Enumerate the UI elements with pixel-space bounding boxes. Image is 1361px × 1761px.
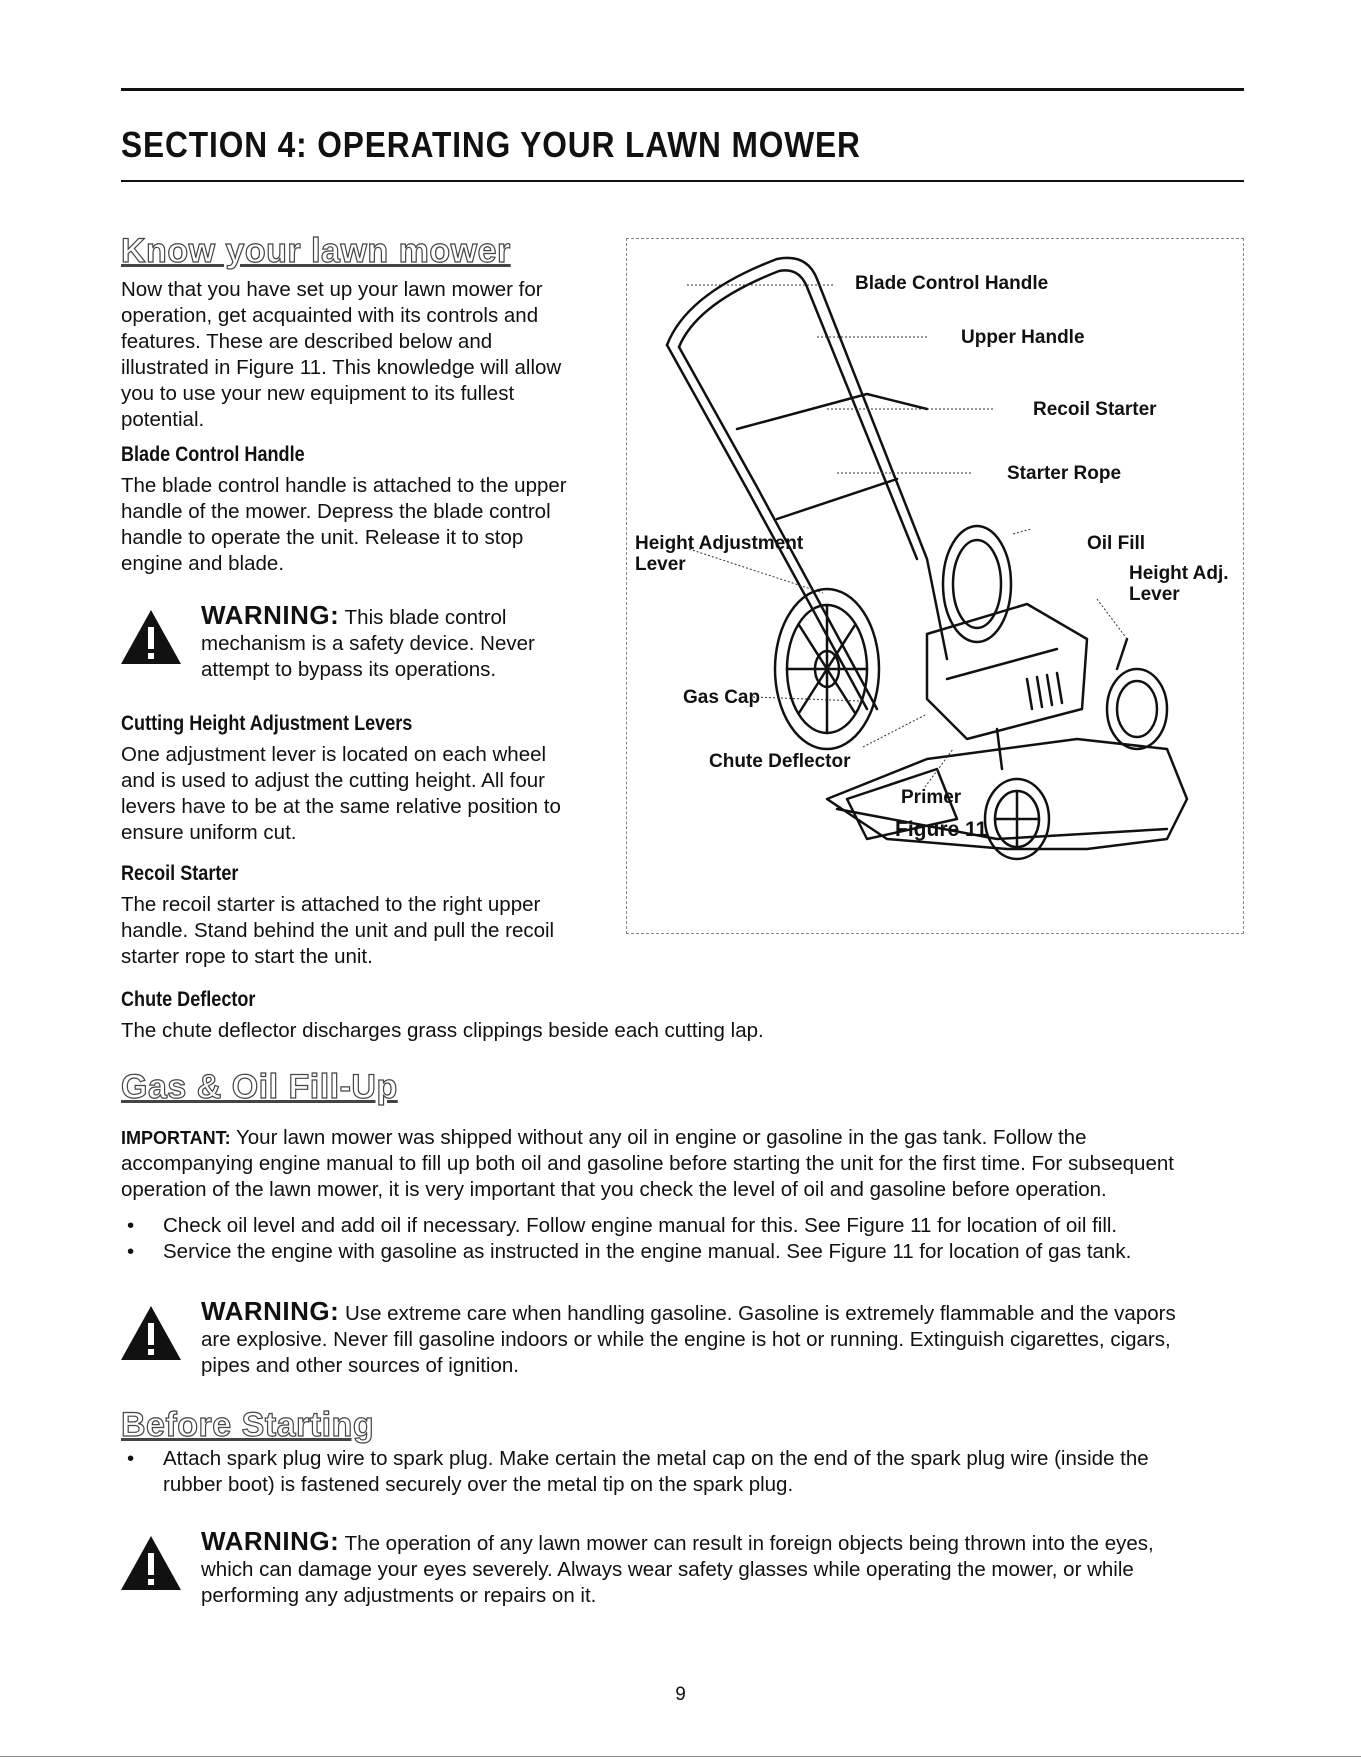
blade-line: The blade control handle is attached to the upper [121, 474, 567, 497]
bottom-rule [0, 1756, 1361, 1757]
warning-gasoline [121, 1298, 1251, 1388]
warning-text: This blade control [344, 606, 507, 629]
cutting-line: One adjustment lever is located on each wheel [121, 743, 547, 766]
list-item: • Check oil level and add oil if necessary. Follow engine manual for this. See Figure 11 for location of oil fill. [121, 1213, 1251, 1239]
gas-oil-heading: Gas & Oil Fill-Up [121, 1068, 398, 1106]
cutting-height-heading: Cutting Height Adjustment Levers [121, 712, 413, 735]
warning-triangle-icon [121, 1536, 181, 1590]
warning-line: are explosive. Never fill gasoline indoors or while the engine is hot or running. Extinguish cigarettes, cigars, [201, 1328, 1171, 1351]
callout-line: Height Adjustment [635, 533, 804, 554]
chute-deflector-heading: Chute Deflector [121, 988, 256, 1011]
warning-eyes [121, 1528, 1251, 1618]
figure-11 [626, 238, 1244, 934]
callout-blade-control-handle: Blade Control Handle [855, 273, 1049, 294]
warning-line: mechanism is a safety device. Never [201, 632, 535, 655]
important-label: IMPORTANT: [121, 1128, 231, 1148]
warning-label: WARNING: [201, 1526, 340, 1556]
recoil-line: starter rope to start the unit. [121, 945, 373, 968]
callout-upper-handle: Upper Handle [961, 327, 1085, 348]
callout-line: Lever [635, 554, 686, 575]
intro-line: features. These are described below and [121, 330, 493, 353]
blade-line: handle of the mower. Depress the blade control [121, 500, 551, 523]
page-number: 9 [675, 1684, 686, 1705]
callout-primer: Primer [901, 787, 962, 808]
figure-caption: Figure 11 [895, 818, 988, 841]
warning-line: performing any adjustments or repairs on it. [201, 1584, 597, 1607]
callout-oil-fill: Oil Fill [1087, 533, 1146, 554]
recoil-starter-section [121, 862, 611, 970]
cutting-line: levers have to be at the same relative position to [121, 795, 561, 818]
important-note [121, 1125, 1251, 1203]
callout-gas-cap: Gas Cap [683, 687, 761, 708]
warning-line: pipes and other sources of ignition. [201, 1354, 519, 1377]
callout-line: Lever [1129, 584, 1180, 605]
blade-line: engine and blade. [121, 552, 285, 575]
important-line: accompanying engine manual to fill up both oil and gasoline before starting the unit for the first time. For subsequent [121, 1152, 1174, 1175]
callout-chute-deflector: Chute Deflector [709, 751, 851, 772]
intro-line: you to use your new equipment to its fullest [121, 382, 515, 405]
top-rule [121, 88, 1244, 91]
callout-height-adjustment [635, 533, 803, 575]
warning-text: Use extreme care when handling gasoline. Gasoline is extremely flammable and the vapors [345, 1302, 1176, 1325]
intro-line: Now that you have set up your lawn mower for [121, 278, 543, 301]
warning-triangle-icon [121, 1306, 181, 1360]
warning-text: The operation of any lawn mower can result in foreign objects being thrown into the eyes, [344, 1532, 1154, 1555]
list-item: • Service the engine with gasoline as instructed in the engine manual. See Figure 11 for location of gas tank. [121, 1239, 1251, 1265]
callout-recoil-starter: Recoil Starter [1033, 399, 1157, 420]
title-rule [121, 180, 1244, 182]
know-intro [121, 277, 611, 433]
warning-label: WARNING: [201, 600, 340, 630]
recoil-starter-heading: Recoil Starter [121, 862, 239, 885]
list-item [121, 1446, 1251, 1498]
callout-height-adj-lever [1129, 563, 1229, 605]
section-title: SECTION 4: OPERATING YOUR LAWN MOWER [121, 124, 861, 165]
gas-bullet-list [121, 1213, 1251, 1265]
important-line: Your lawn mower was shipped without any oil in engine or gasoline in the gas tank. Follow the [235, 1126, 1087, 1149]
warning-label: WARNING: [201, 1296, 340, 1326]
cutting-height-section [121, 712, 611, 846]
warning-line: attempt to bypass its operations. [201, 658, 497, 681]
know-heading: Know your lawn mower [121, 232, 511, 270]
before-starting-heading: Before Starting [121, 1406, 375, 1444]
bullet-line: rubber boot) is fastened securely over the metal tip on the spark plug. [163, 1473, 794, 1496]
callout-starter-rope: Starter Rope [1007, 463, 1122, 484]
warning-blade [121, 602, 611, 692]
intro-line: potential. [121, 408, 205, 431]
bullet-line: Attach spark plug wire to spark plug. Make certain the metal cap on the end of the spark plug wire (inside the [163, 1447, 1149, 1470]
intro-line: operation, get acquainted with its controls and [121, 304, 539, 327]
chute-text: The chute deflector discharges grass clippings beside each cutting lap. [121, 1019, 764, 1042]
blade-control-heading: Blade Control Handle [121, 443, 305, 466]
warning-triangle-icon [121, 610, 181, 664]
intro-line: illustrated in Figure 11. This knowledge will allow [121, 356, 562, 379]
before-bullet-list [121, 1446, 1251, 1498]
chute-deflector-section [121, 988, 1244, 1044]
blade-control-section [121, 443, 611, 577]
cutting-line: and is used to adjust the cutting height. All four [121, 769, 545, 792]
cutting-line: ensure uniform cut. [121, 821, 297, 844]
warning-line: which can damage your eyes severely. Always wear safety glasses while operating the mower, or while [201, 1558, 1134, 1581]
blade-line: handle to operate the unit. Release it to stop [121, 526, 524, 549]
recoil-line: The recoil starter is attached to the right upper [121, 893, 541, 916]
callout-line: Height Adj. [1129, 563, 1229, 584]
important-line: operation of the lawn mower, it is very important that you check the level of oil and gasoline before operation. [121, 1178, 1107, 1201]
recoil-line: handle. Stand behind the unit and pull the recoil [121, 919, 555, 942]
